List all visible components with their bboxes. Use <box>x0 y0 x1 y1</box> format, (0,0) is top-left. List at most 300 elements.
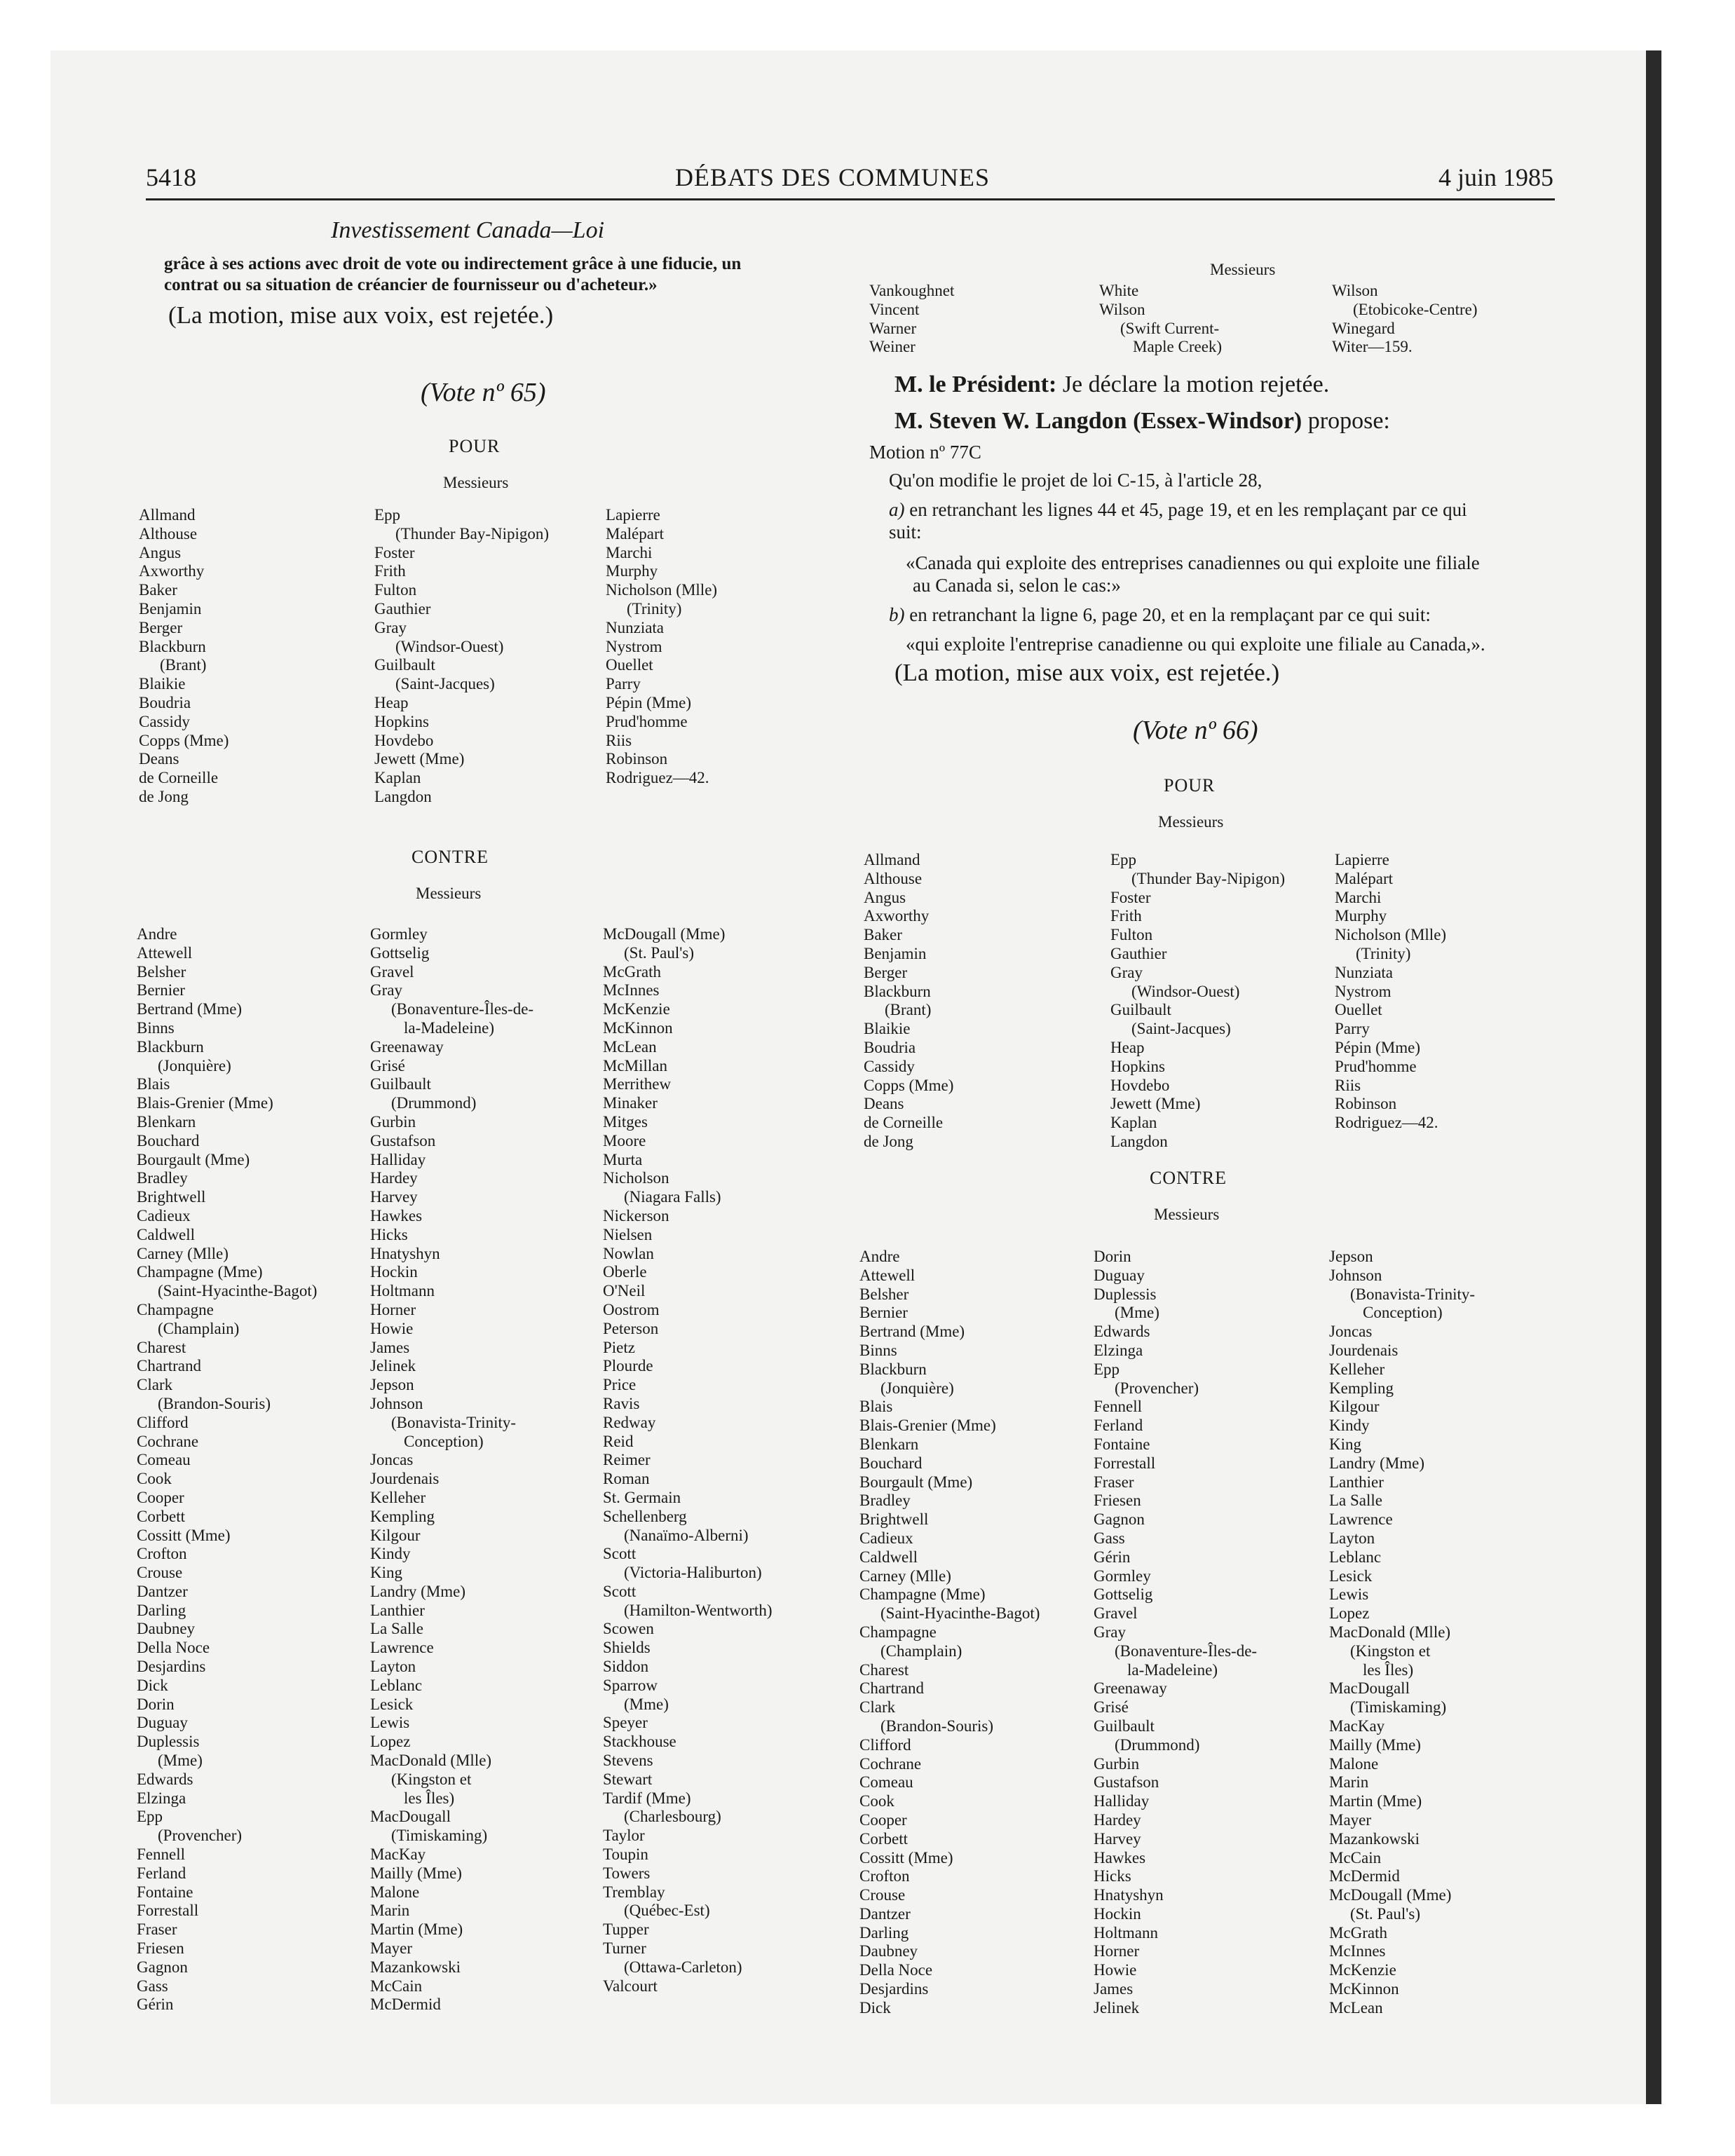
member-name: Belsher <box>859 1285 909 1303</box>
member-name: Champagne <box>137 1300 214 1318</box>
member-name: Sparrow <box>603 1676 658 1694</box>
member-name: Lesick <box>1329 1567 1373 1585</box>
member-name: Boudria <box>864 1038 916 1056</box>
vote66-contre-messieurs-heading: Messieurs <box>1154 1206 1220 1223</box>
motion-a-label: a) <box>889 499 905 520</box>
langdon-statement <box>894 408 1390 435</box>
vote65-pour-col1 <box>139 506 229 807</box>
member-name: Ouellet <box>1335 1001 1382 1019</box>
right-messieurs-heading: Messieurs <box>1210 261 1276 278</box>
member-name: (St. Paul's) <box>624 943 694 962</box>
member-name: Guilbault <box>374 656 435 674</box>
member-name: Oostrom <box>603 1300 660 1318</box>
member-name: (Ottawa-Carleton) <box>624 1958 742 1976</box>
member-name: Gravel <box>370 962 414 981</box>
member-name: Malépart <box>1335 869 1394 887</box>
member-name: Blais <box>137 1075 170 1093</box>
member-name: Gauthier <box>374 599 431 618</box>
motion-a-text: en retranchant les lignes 44 et 45, page 19, et en les remplaçant par ce qui <box>909 499 1467 520</box>
member-name: Cossitt (Mme) <box>137 1526 231 1544</box>
member-name: Desjardins <box>137 1658 206 1676</box>
member-name: Fulton <box>1110 926 1153 944</box>
vote65-contre-cont-col2 <box>1099 282 1222 357</box>
member-name: Conception) <box>404 1432 484 1450</box>
member-name: Nicholson (Mlle) <box>606 581 718 599</box>
member-name: (Victoria-Haliburton) <box>624 1564 762 1582</box>
member-name: Cadieux <box>137 1206 191 1224</box>
member-name: Gustafson <box>370 1131 436 1149</box>
member-name: Binns <box>859 1341 897 1359</box>
member-name: Kaplan <box>1110 1114 1157 1132</box>
vote65-contre-col2 <box>370 925 533 2014</box>
member-name: Della Noce <box>137 1639 210 1657</box>
member-name: Charest <box>137 1338 186 1356</box>
member-name: (Brant) <box>160 656 207 674</box>
vote66-messieurs-heading: Messieurs <box>1158 813 1224 831</box>
member-name: Mailly (Mme) <box>370 1864 462 1882</box>
member-name: Blaikie <box>864 1020 911 1038</box>
member-name: Lanthier <box>370 1601 425 1619</box>
member-name: McDougall (Mme) <box>1329 1886 1452 1904</box>
member-name: La Salle <box>370 1620 423 1638</box>
member-name: Dorin <box>137 1695 175 1713</box>
member-name: Duguay <box>137 1714 188 1732</box>
member-name: Gottselig <box>370 943 430 962</box>
member-name: Berger <box>139 618 183 636</box>
member-name: Copps (Mme) <box>139 731 229 749</box>
member-name: Axworthy <box>139 562 205 580</box>
member-name: Lopez <box>370 1733 411 1751</box>
member-name: Lesick <box>370 1695 414 1713</box>
member-name: les Îles) <box>404 1789 455 1807</box>
member-name: Edwards <box>137 1770 193 1788</box>
member-name: Kaplan <box>374 769 421 787</box>
member-name: McGrath <box>603 962 662 981</box>
member-name: Greenaway <box>370 1037 444 1056</box>
langdon-name: M. Steven W. Langdon (Essex-Windsor) <box>894 408 1302 434</box>
member-name: (Saint-Jacques) <box>1131 1020 1231 1038</box>
member-name: (Bonaventure-Îles-de- <box>1115 1642 1258 1660</box>
member-name: (Timiskaming) <box>1350 1698 1447 1717</box>
member-name: Riis <box>1335 1076 1361 1094</box>
member-name: (Mme) <box>1115 1304 1159 1322</box>
member-name: Layton <box>1329 1529 1375 1547</box>
member-name: McKinnon <box>1329 1980 1399 1998</box>
member-name: Malone <box>1329 1754 1379 1773</box>
member-name: Murphy <box>1335 907 1387 925</box>
member-name: Carney (Mlle) <box>859 1567 951 1585</box>
member-name: Clark <box>137 1376 173 1394</box>
member-name: Benjamin <box>864 944 927 962</box>
member-name: Crofton <box>137 1545 187 1563</box>
member-name: Nystrom <box>1335 982 1392 1000</box>
member-name: Martin (Mme) <box>1329 1792 1422 1810</box>
member-name: de Corneille <box>864 1114 944 1132</box>
member-name: Crofton <box>859 1867 910 1885</box>
member-name: (Trinity) <box>627 599 682 618</box>
member-name: Blais-Grenier (Mme) <box>859 1417 996 1435</box>
member-name: Caldwell <box>859 1548 918 1566</box>
member-name: Lawrence <box>1329 1510 1393 1529</box>
member-name: Tupper <box>603 1920 649 1939</box>
member-name: Brightwell <box>137 1188 206 1206</box>
member-name: Gérin <box>1094 1548 1131 1566</box>
member-name: (Provencher) <box>1115 1379 1199 1397</box>
member-name: Cooper <box>137 1488 184 1506</box>
member-name: Jewett (Mme) <box>374 750 465 768</box>
member-name: Gagnon <box>137 1958 188 1976</box>
member-name: McGrath <box>1329 1923 1388 1942</box>
member-name: Nystrom <box>606 637 662 655</box>
member-name: Fontaine <box>1094 1435 1150 1453</box>
member-name: MacDougall <box>1329 1679 1410 1698</box>
member-name: Wilson <box>1099 300 1145 318</box>
member-name: Berger <box>864 963 908 981</box>
member-name: Hnatyshyn <box>1094 1886 1164 1904</box>
member-name: Duplessis <box>1094 1285 1157 1303</box>
member-name: Robinson <box>606 750 668 768</box>
member-name: Harvey <box>1094 1829 1141 1848</box>
member-name: Blaikie <box>139 675 186 693</box>
member-name: Bernier <box>859 1304 908 1322</box>
motion-a-line-1 <box>889 498 1467 521</box>
member-name: (Thunder Bay-Nipigon) <box>395 524 550 543</box>
member-name: Darling <box>137 1601 186 1619</box>
member-name: Cadieux <box>859 1529 913 1547</box>
member-name: Stackhouse <box>603 1733 676 1751</box>
member-name: James <box>370 1338 410 1356</box>
member-name: Kempling <box>370 1507 435 1525</box>
member-name: Speyer <box>603 1714 648 1732</box>
member-name: les Îles) <box>1363 1660 1414 1679</box>
member-name: (Trinity) <box>1356 944 1411 962</box>
member-name: (Mme) <box>158 1752 203 1770</box>
member-name: (Timiskaming) <box>391 1827 488 1845</box>
member-name: Valcourt <box>603 1977 658 1995</box>
member-name: Warner <box>869 319 917 337</box>
member-name: Guilbault <box>1094 1717 1155 1735</box>
member-name: (Bonavista-Trinity- <box>391 1413 517 1431</box>
member-name: Gormley <box>1094 1567 1151 1585</box>
member-name: Jelinek <box>370 1357 416 1375</box>
member-name: Allmand <box>864 851 920 868</box>
member-name: Hockin <box>1094 1904 1141 1923</box>
member-name: Riis <box>606 731 632 749</box>
vote66-pour-heading: POUR <box>1164 775 1216 796</box>
member-name: Dorin <box>1094 1248 1131 1265</box>
member-name: Edwards <box>1094 1323 1150 1341</box>
page-number: 5418 <box>146 163 196 191</box>
member-name: McLean <box>603 1037 657 1056</box>
member-name: Binns <box>137 1018 175 1037</box>
page-title: DÉBATS DES COMMUNES <box>675 163 991 191</box>
member-name: MacKay <box>370 1845 426 1864</box>
member-name: Kilgour <box>370 1526 421 1544</box>
member-name: King <box>1329 1435 1361 1453</box>
member-name: Taylor <box>603 1827 645 1845</box>
motion-paragraph-1: Qu'on modifie le projet de loi C-15, à l'article 28, <box>889 470 1263 491</box>
member-name: Holtmann <box>1094 1923 1158 1942</box>
member-name: Duplessis <box>137 1733 200 1751</box>
member-name: King <box>370 1564 402 1582</box>
contre-heading: CONTRE <box>411 847 489 867</box>
member-name: Heap <box>374 693 409 711</box>
member-name: (Brandon-Souris) <box>880 1717 993 1735</box>
member-name: (Saint-Hyacinthe-Bagot) <box>158 1282 318 1300</box>
member-name: (Bonavista-Trinity- <box>1350 1285 1476 1303</box>
member-name: Gray <box>1094 1623 1126 1641</box>
member-name: Hawkes <box>1094 1848 1146 1867</box>
member-name: Parry <box>606 675 641 693</box>
member-name: Champagne <box>859 1623 937 1641</box>
member-name: Gravel <box>1094 1604 1138 1623</box>
member-name: (Hamilton-Wentworth) <box>624 1601 773 1619</box>
member-name: McInnes <box>1329 1942 1386 1960</box>
member-name: Foster <box>1110 888 1151 906</box>
member-name: Kempling <box>1329 1379 1394 1397</box>
member-name: Chartrand <box>137 1357 201 1375</box>
member-name: Kelleher <box>1329 1360 1385 1378</box>
member-name: Kindy <box>370 1545 411 1563</box>
member-name: Nicholson <box>603 1169 669 1187</box>
member-name: Hnatyshyn <box>370 1244 440 1262</box>
member-name: Scott <box>603 1545 637 1563</box>
member-name: Murta <box>603 1150 643 1168</box>
member-name: Gray <box>370 981 402 999</box>
member-name: Gérin <box>137 1995 174 2014</box>
member-name: Vincent <box>869 300 920 318</box>
motion-quote-2: «qui exploite l'entreprise canadienne ou qui exploite une filiale au Canada,». <box>906 634 1485 655</box>
section-title: Investissement Canada—Loi <box>331 217 605 243</box>
member-name: Rodriguez—42. <box>1335 1114 1438 1132</box>
member-name: Bourgault (Mme) <box>137 1150 250 1168</box>
member-name: Gurbin <box>1094 1754 1140 1773</box>
member-name: Mailly (Mme) <box>1329 1735 1421 1754</box>
langdon-text: propose: <box>1307 408 1390 434</box>
member-name: Howie <box>1094 1961 1137 1979</box>
member-name: Guilbault <box>1110 1001 1171 1019</box>
member-name: Copps (Mme) <box>864 1076 954 1094</box>
member-name: Blackburn <box>859 1360 927 1378</box>
member-name: Ferland <box>137 1864 186 1882</box>
member-name: Daubney <box>137 1620 196 1638</box>
member-name: Guilbault <box>370 1075 431 1093</box>
vote65-pour-col2 <box>374 506 549 807</box>
member-name: de Jong <box>139 787 189 805</box>
member-name: Halliday <box>1094 1792 1150 1810</box>
member-name: Layton <box>370 1658 416 1676</box>
member-name: Cochrane <box>137 1432 199 1450</box>
member-name: Lewis <box>370 1714 410 1732</box>
member-name: Murphy <box>606 562 658 580</box>
member-name: (Québec-Est) <box>624 1902 710 1920</box>
member-name: Hockin <box>370 1263 418 1281</box>
member-name: Blais-Grenier (Mme) <box>137 1094 273 1112</box>
member-name: Minaker <box>603 1094 658 1112</box>
member-name: Horner <box>370 1300 416 1318</box>
member-name: Mayer <box>370 1939 413 1958</box>
member-name: Hicks <box>1094 1867 1131 1885</box>
member-name: Bertrand (Mme) <box>859 1323 965 1341</box>
vote65-contre-cont-col1 <box>869 282 954 357</box>
member-name: Friesen <box>137 1939 184 1958</box>
member-name: Fulton <box>374 581 417 599</box>
member-name: Jelinek <box>1094 1998 1140 2017</box>
member-name: MacDonald (Mlle) <box>1329 1623 1451 1641</box>
member-name: Althouse <box>139 524 198 543</box>
member-name: Ferland <box>1094 1417 1143 1435</box>
member-name: (Brant) <box>885 1001 932 1019</box>
member-name: Epp <box>1110 851 1137 868</box>
member-name: St. Germain <box>603 1488 681 1506</box>
member-name: Dick <box>859 1998 891 2017</box>
member-name: Carney (Mlle) <box>137 1244 229 1262</box>
member-name: Andre <box>137 925 177 943</box>
member-name: (Bonaventure-Îles-de- <box>391 1000 534 1018</box>
member-name: Blenkarn <box>137 1112 196 1131</box>
member-name: Halliday <box>370 1150 426 1168</box>
member-name: McCain <box>370 1977 423 1995</box>
member-name: Gass <box>1094 1529 1125 1547</box>
member-name: Harvey <box>370 1188 418 1206</box>
member-name: Champagne (Mme) <box>137 1263 263 1281</box>
member-name: Crouse <box>137 1564 183 1582</box>
member-name: Daubney <box>859 1942 918 1960</box>
member-name: McInnes <box>603 981 660 999</box>
member-name: (Niagara Falls) <box>624 1188 721 1206</box>
member-name: (St. Paul's) <box>1350 1904 1420 1923</box>
member-name: Deans <box>864 1095 904 1113</box>
member-name: Gauthier <box>1110 944 1167 962</box>
member-name: Hicks <box>370 1225 408 1243</box>
member-name: Oberle <box>603 1263 647 1281</box>
member-name: Merrithew <box>603 1075 672 1093</box>
member-name: Peterson <box>603 1319 659 1337</box>
member-name: Lanthier <box>1329 1473 1384 1491</box>
member-name: Foster <box>374 543 415 561</box>
member-name: (Kingston et <box>1350 1642 1431 1660</box>
member-name: Lopez <box>1329 1604 1370 1623</box>
member-name: Reimer <box>603 1451 651 1469</box>
member-name: Lapierre <box>606 506 660 524</box>
member-name: Gray <box>1110 963 1143 981</box>
member-name: Charest <box>859 1660 909 1679</box>
member-name: Cochrane <box>859 1754 922 1773</box>
member-name: Caldwell <box>137 1225 196 1243</box>
member-name: (Mme) <box>624 1695 669 1713</box>
vote65-contre-col3 <box>603 925 772 1995</box>
president-statement <box>894 371 1329 398</box>
member-name: Hopkins <box>374 712 429 730</box>
president-name: M. le Président: <box>894 371 1057 397</box>
member-name: Langdon <box>374 787 432 805</box>
member-name: Attewell <box>137 943 193 962</box>
member-name: (Kingston et <box>391 1770 472 1788</box>
member-name: (Champlain) <box>158 1319 240 1337</box>
member-name: Leblanc <box>370 1676 423 1694</box>
member-name: Tremblay <box>603 1883 665 1901</box>
member-name: White <box>1099 282 1139 299</box>
member-name: Hardey <box>370 1169 418 1187</box>
vote66-pour-col2 <box>1110 851 1285 1152</box>
member-name: Clifford <box>859 1735 911 1754</box>
member-name: Pietz <box>603 1338 635 1356</box>
member-name: Desjardins <box>859 1980 929 1998</box>
member-name: McLean <box>1329 1998 1383 2017</box>
member-name: Crouse <box>859 1886 906 1904</box>
member-name: Fraser <box>137 1920 177 1939</box>
member-name: Benjamin <box>139 599 202 618</box>
member-name: (Saint-Hyacinthe-Bagot) <box>880 1604 1040 1623</box>
member-name: Tardif (Mme) <box>603 1789 691 1807</box>
member-name: La Salle <box>1329 1492 1382 1510</box>
member-name: Fennell <box>137 1845 185 1864</box>
member-name: McKinnon <box>603 1018 673 1037</box>
member-name: Plourde <box>603 1357 653 1375</box>
member-name: Bradley <box>859 1492 911 1510</box>
member-name: Belsher <box>137 962 186 981</box>
contre-messieurs-heading: Messieurs <box>416 885 482 902</box>
member-name: Attewell <box>859 1266 916 1284</box>
member-name: Mayer <box>1329 1810 1372 1829</box>
member-name: Cooper <box>859 1810 907 1829</box>
member-name: Comeau <box>859 1773 913 1792</box>
member-name: Cook <box>859 1792 894 1810</box>
member-name: Baker <box>139 581 177 599</box>
member-name: (Champlain) <box>880 1642 962 1660</box>
member-name: Winegard <box>1332 319 1395 337</box>
member-name: Cassidy <box>864 1057 915 1075</box>
member-name: (Charlesbourg) <box>624 1808 721 1826</box>
member-name: Fontaine <box>137 1883 193 1901</box>
member-name: (Nanaïmo-Alberni) <box>624 1526 749 1544</box>
member-name: (Drummond) <box>391 1094 477 1112</box>
member-name: la-Madeleine) <box>404 1018 494 1037</box>
member-name: McKenzie <box>603 1000 670 1018</box>
vote66-contre-col2 <box>1094 1248 1257 2018</box>
member-name: Darling <box>859 1923 909 1942</box>
member-name: Jepson <box>370 1376 414 1394</box>
member-name: Hawkes <box>370 1206 423 1224</box>
member-name: Althouse <box>864 869 923 887</box>
member-name: Duguay <box>1094 1266 1145 1284</box>
member-name: (Drummond) <box>1115 1735 1200 1754</box>
member-name: Baker <box>864 926 902 944</box>
member-name: (Etobicoke-Centre) <box>1353 300 1478 318</box>
member-name: Axworthy <box>864 907 930 925</box>
member-name: Corbett <box>137 1507 185 1525</box>
member-name: Parry <box>1335 1020 1370 1038</box>
member-name: Blenkarn <box>859 1435 919 1453</box>
member-name: Nunziata <box>606 618 665 636</box>
member-name: Jourdenais <box>370 1470 440 1488</box>
member-name: Siddon <box>603 1658 649 1676</box>
member-name: Gurbin <box>370 1112 416 1131</box>
member-name: Heap <box>1110 1038 1145 1056</box>
motion-result-2: (La motion, mise aux voix, est rejetée.) <box>894 659 1280 686</box>
member-name: Della Noce <box>859 1961 933 1979</box>
member-name: Witer—159. <box>1332 338 1413 356</box>
member-name: Clifford <box>137 1413 189 1431</box>
member-name: Blackburn <box>139 637 206 655</box>
member-name: Fennell <box>1094 1398 1142 1416</box>
vote66-pour-col3 <box>1335 851 1446 1133</box>
member-name: Nielsen <box>603 1225 653 1243</box>
member-name: Scott <box>603 1582 637 1600</box>
member-name: Joncas <box>370 1451 414 1469</box>
member-name: Towers <box>603 1864 651 1882</box>
member-name: de Corneille <box>139 769 219 787</box>
